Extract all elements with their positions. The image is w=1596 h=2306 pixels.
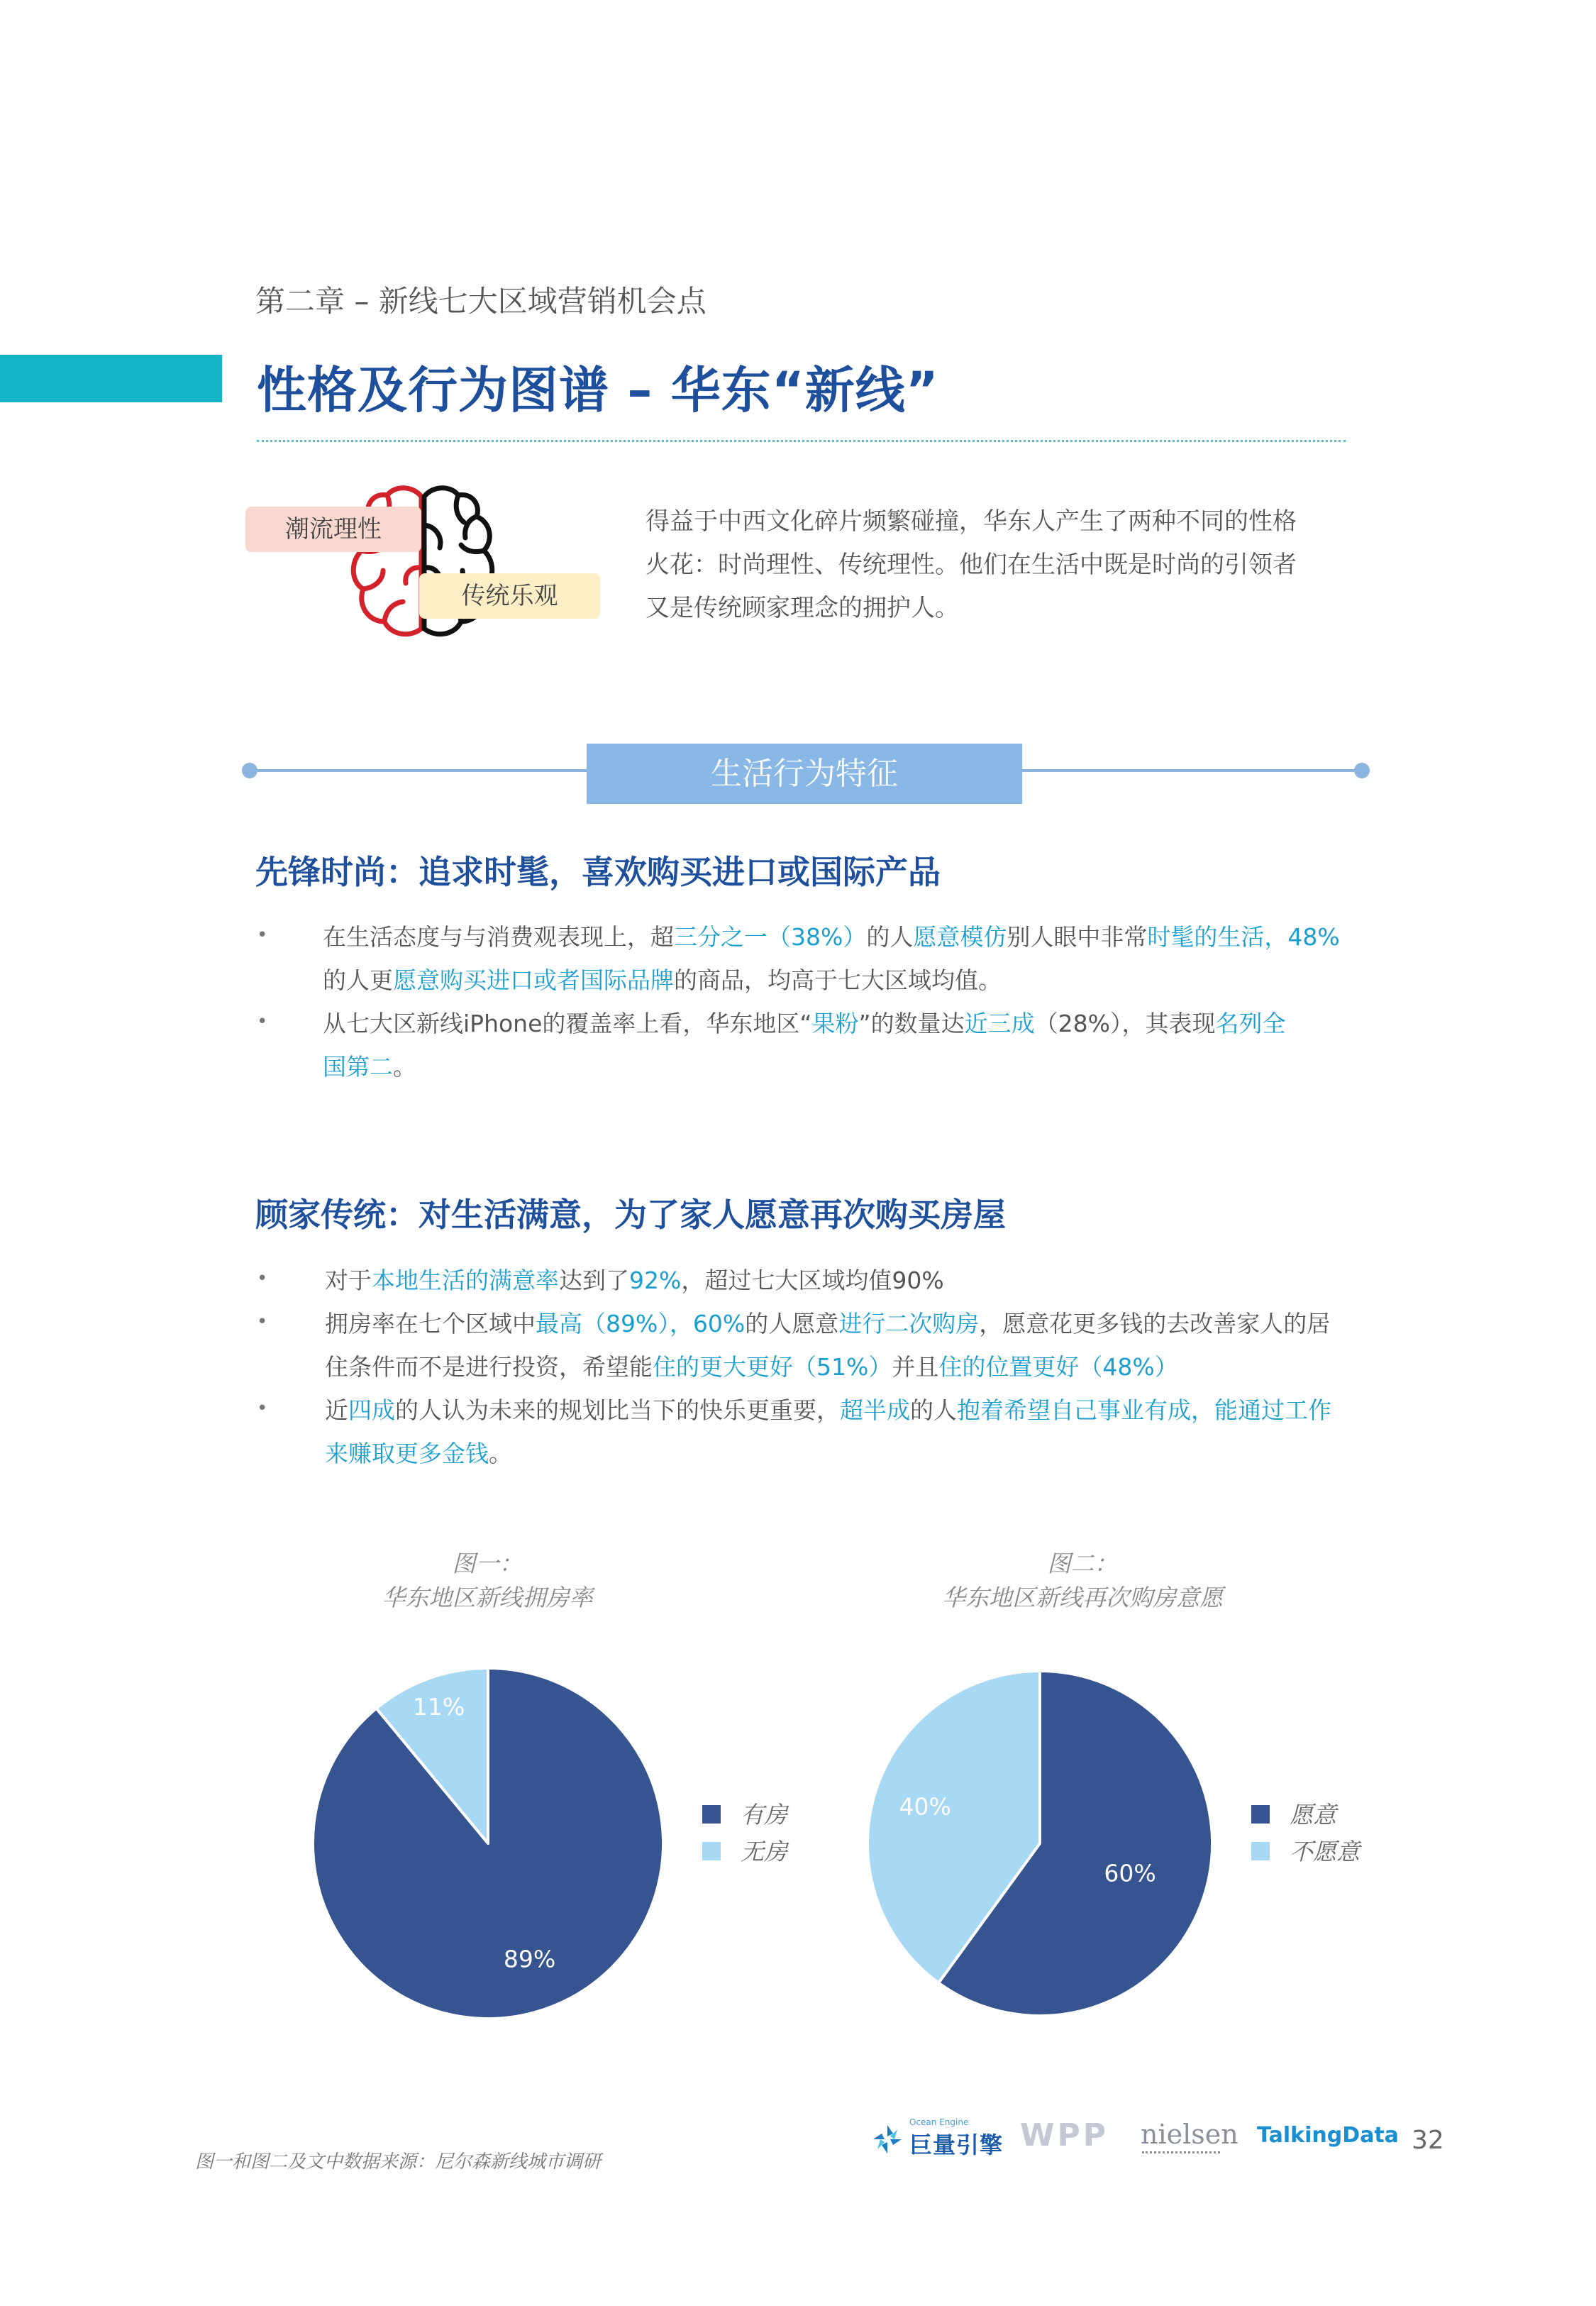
text-run: 的人: [866, 923, 914, 951]
section-divider-line-left: [250, 769, 587, 772]
divider-dot-right: [1354, 763, 1370, 778]
bullet-marker: •: [257, 1268, 268, 1289]
highlight-text: 时髦的生活，48%: [1147, 923, 1340, 951]
chart1-legend-item: [702, 1797, 787, 1830]
highlight-text: 近三成: [964, 1010, 1035, 1037]
bullet-paragraph: [325, 1259, 1368, 1302]
text-run: 近: [325, 1396, 348, 1424]
text-run: 拥房率在七个区域中: [325, 1310, 536, 1337]
text-run: 住条件而不是进行投资，希望能: [325, 1353, 653, 1381]
chart2-pie: [865, 1668, 1215, 2019]
text-run: ”的数量达: [858, 1010, 965, 1037]
highlight-text: 四成: [348, 1396, 395, 1424]
highlight-text: 住的更大更好（51%）: [653, 1353, 892, 1381]
legend-swatch: [1251, 1842, 1270, 1860]
chart2-legend-item: [1251, 1797, 1336, 1830]
intro-line: 又是传统顾家理念的拥护人。: [645, 594, 959, 622]
chart1-title: [239, 1547, 736, 1615]
bullet-marker: •: [257, 1011, 268, 1032]
text-run: 并且: [892, 1353, 939, 1381]
bullet-paragraph: [323, 915, 1365, 1002]
text-run: 的商品，均高于七大区域均值。: [674, 966, 1002, 994]
trait-tag-traditional-optimistic: 传统乐观: [419, 573, 600, 619]
section-label: 生活行为特征: [587, 744, 1022, 804]
text-run: 的人愿意: [745, 1310, 839, 1337]
bullet-paragraph: [325, 1389, 1368, 1475]
legend-swatch: [702, 1842, 721, 1860]
highlight-text: 来赚取更多金钱: [325, 1440, 489, 1467]
text-run: 达到了: [559, 1267, 629, 1294]
chart2-title: [834, 1547, 1331, 1615]
bullet-marker: •: [257, 1398, 268, 1419]
text-run: 。: [393, 1053, 416, 1081]
chart1-pie: [310, 1665, 666, 2021]
text-run: 对于: [325, 1267, 372, 1294]
highlight-text: 92%: [629, 1267, 682, 1294]
legend-swatch: [1251, 1805, 1270, 1824]
bullet-marker: •: [257, 1311, 268, 1333]
ocean-engine-wordmark: 巨量引擎: [909, 2131, 1004, 2158]
section-divider-line-right: [1022, 769, 1361, 772]
talkingdata-logo: TalkingData: [1257, 2123, 1399, 2148]
intro-line: 得益于中西文化碎片频繁碰撞，华东人产生了两种不同的性格: [645, 507, 1297, 536]
highlight-text: 名列全: [1215, 1010, 1286, 1037]
text-run: 别人眼中非常: [1007, 923, 1148, 951]
pie-data-label: 40%: [899, 1792, 951, 1821]
highlight-text: 愿意购买进口或者国际品牌: [393, 966, 674, 994]
highlight-text: 超半成: [840, 1396, 910, 1424]
text-run: 的人认为未来的规划比当下的快乐更重要，: [395, 1396, 840, 1424]
trait-tag-trendy-rational: 潮流理性: [245, 507, 421, 552]
chart1-legend-item: [702, 1833, 787, 1867]
section-heading-fashion: 先锋时尚：追求时髦，喜欢购买进口或国际产品: [255, 853, 941, 891]
legend-label: 愿意: [1290, 1801, 1336, 1828]
chart2-subtitle: 华东地区新线再次购房意愿: [942, 1584, 1223, 1611]
title-accent-bar: [0, 355, 222, 402]
text-run: （28%），其表现: [1034, 1010, 1216, 1037]
chart1-title-line1: 图一：: [452, 1550, 523, 1577]
text-run: ，愿意花更多钱的去改善家人的居: [979, 1310, 1331, 1337]
chart2-legend-item: [1251, 1833, 1360, 1867]
page-number: 32: [1412, 2126, 1444, 2155]
legend-swatch: [702, 1805, 721, 1824]
ocean-engine-mark-icon: [871, 2123, 904, 2156]
text-run: 。: [489, 1440, 512, 1467]
legend-label: 无房: [741, 1838, 787, 1865]
highlight-text: 住的位置更好（48%）: [938, 1353, 1178, 1381]
text-run: 在生活态度与与消费观表现上，超: [323, 923, 674, 951]
highlight-text: 最高（89%），60%: [536, 1310, 746, 1337]
text-run: 的人: [910, 1396, 957, 1424]
highlight-text: 进行二次购房: [838, 1310, 980, 1337]
data-source-note: 图一和图二及文中数据来源：尼尔森新线城市调研: [195, 2151, 602, 2173]
ocean-engine-small-text: Ocean Engine: [909, 2117, 969, 2127]
highlight-text: 国第二: [323, 1053, 393, 1081]
nielsen-wordmark: nielsen: [1141, 2119, 1238, 2150]
bullet-marker: •: [257, 925, 268, 946]
text-run: ，超过七大区域均值90%: [681, 1267, 944, 1294]
text-run: 的人更: [323, 966, 393, 994]
intro-line: 火花：时尚理性、传统理性。他们在生活中既是时尚的引领者: [645, 551, 1297, 579]
intro-paragraph: [645, 500, 1362, 630]
dotted-divider: [257, 440, 1346, 442]
page-title: 性格及行为图谱 – 华东“新线”: [257, 361, 939, 419]
highlight-text: 果粉: [811, 1010, 859, 1037]
legend-label: 有房: [741, 1801, 787, 1828]
divider-dot-left: [242, 763, 257, 778]
chart2-title-line1: 图二：: [1047, 1550, 1118, 1577]
pie-data-label: 11%: [412, 1693, 465, 1721]
bullet-paragraph: [325, 1302, 1368, 1389]
legend-label: 不愿意: [1290, 1838, 1360, 1865]
chapter-heading: 第二章 – 新线七大区域营销机会点: [255, 284, 706, 319]
nielsen-logo: [1141, 2119, 1238, 2150]
highlight-text: 愿意模仿: [913, 923, 1007, 951]
highlight-text: 抱着希望自己事业有成，能通过工作: [957, 1396, 1331, 1424]
nielsen-dots: [1142, 2151, 1220, 2153]
chart1-subtitle: 华东地区新线拥房率: [382, 1584, 593, 1611]
pie-data-label: 60%: [1104, 1859, 1156, 1887]
section-heading-family: 顾家传统：对生活满意，为了家人愿意再次购买房屋: [255, 1196, 1006, 1234]
highlight-text: 三分之一（38%）: [674, 923, 867, 951]
highlight-text: 本地生活的满意率: [372, 1267, 559, 1294]
pie-data-label: 89%: [503, 1945, 556, 1973]
bullet-paragraph: [323, 1002, 1365, 1088]
text-run: 从七大区新线iPhone的覆盖率上看，华东地区“: [323, 1010, 812, 1037]
wpp-logo: WPP: [1020, 2117, 1109, 2153]
